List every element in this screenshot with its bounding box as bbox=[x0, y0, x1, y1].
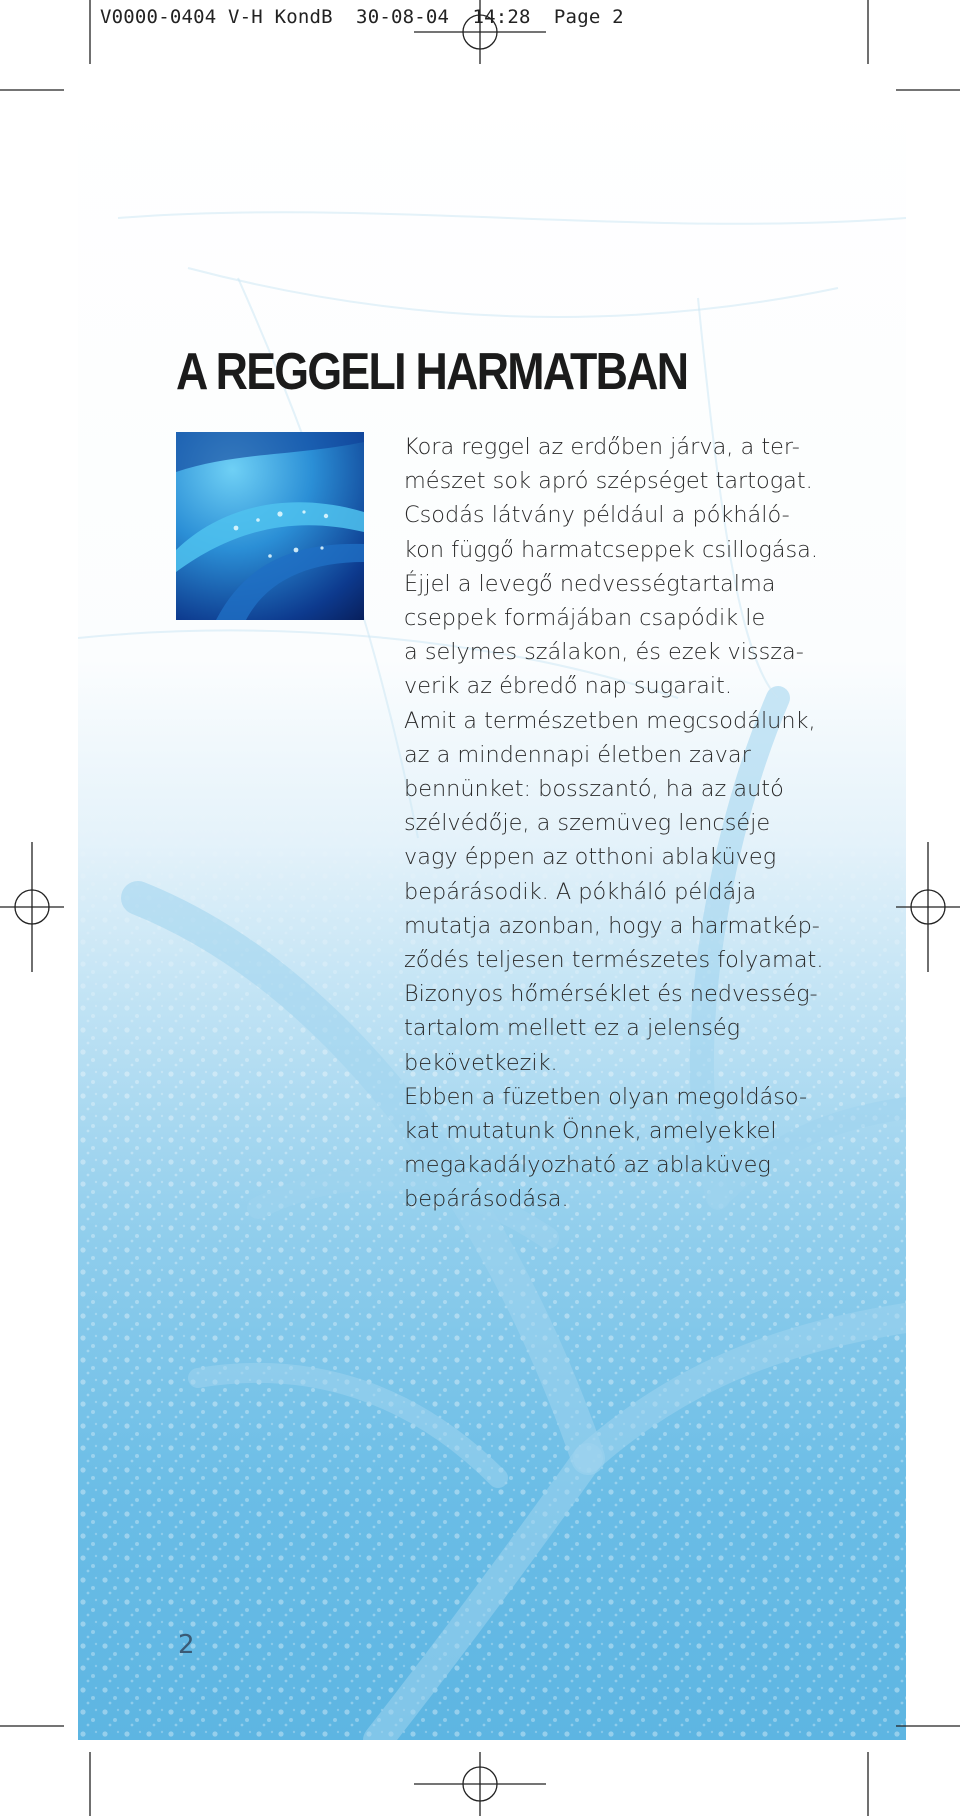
print-slug-line: V0000-0404 V-H KondB 30-08-04 14:28 Page 2 bbox=[100, 6, 624, 28]
body-line: Csodás látvány például a pókháló- bbox=[404, 502, 790, 529]
body-line: bepárásodik. A pókháló példája bbox=[404, 878, 757, 905]
body-line: szélvédője, a szemüveg lencséje bbox=[404, 810, 771, 837]
body-line: Éjjel a levegő nedvességtartalma bbox=[404, 570, 776, 597]
page-title: A REGGELI HARMATBAN bbox=[176, 343, 688, 401]
dewdrop-photo bbox=[176, 432, 364, 620]
body-line: a selymes szálakon, és ezek vissza- bbox=[404, 639, 804, 666]
body-line: cseppek formájában csapódik le bbox=[404, 605, 766, 632]
body-line: kat mutatunk Önnek, amelyekkel bbox=[404, 1118, 777, 1145]
body-line: Ebben a füzetben olyan megoldáso- bbox=[404, 1083, 808, 1110]
page-number: 2 bbox=[178, 1630, 195, 1660]
body-text bbox=[404, 430, 874, 1217]
body-line: bennünket: bosszantó, ha az autó bbox=[404, 776, 784, 803]
brochure-page bbox=[78, 78, 906, 1740]
grass-blade-illustration bbox=[176, 432, 364, 620]
body-line: bekövetkezik. bbox=[404, 1049, 558, 1076]
body-line: Bizonyos hőmérséklet és nedvesség- bbox=[404, 981, 818, 1008]
body-line: Amit a természetben megcsodálunk, bbox=[404, 707, 816, 734]
body-line: vagy éppen az otthoni ablaküveg bbox=[404, 844, 777, 871]
body-line: mutatja azonban, hogy a harmatkép- bbox=[404, 912, 820, 939]
body-line: Kora reggel az erdőben járva, a ter- bbox=[404, 434, 800, 460]
body-line: tartalom mellett ez a jelenség bbox=[404, 1015, 741, 1042]
body-line: az a mindennapi életben zavar bbox=[404, 741, 751, 768]
body-line: kon függő harmatcseppek csillogása. bbox=[404, 536, 819, 563]
body-line: bepárásodása. bbox=[404, 1186, 569, 1213]
body-line: verik az ébredő nap sugarait. bbox=[404, 673, 732, 700]
body-line: ződés teljesen természetes folyamat. bbox=[404, 947, 824, 974]
body-line: mészet sok apró szépséget tartogat. bbox=[404, 468, 813, 495]
registration-mark-left bbox=[0, 842, 64, 972]
registration-mark-bottom bbox=[414, 1752, 546, 1816]
body-line: megakadályozható az ablaküveg bbox=[404, 1152, 771, 1179]
